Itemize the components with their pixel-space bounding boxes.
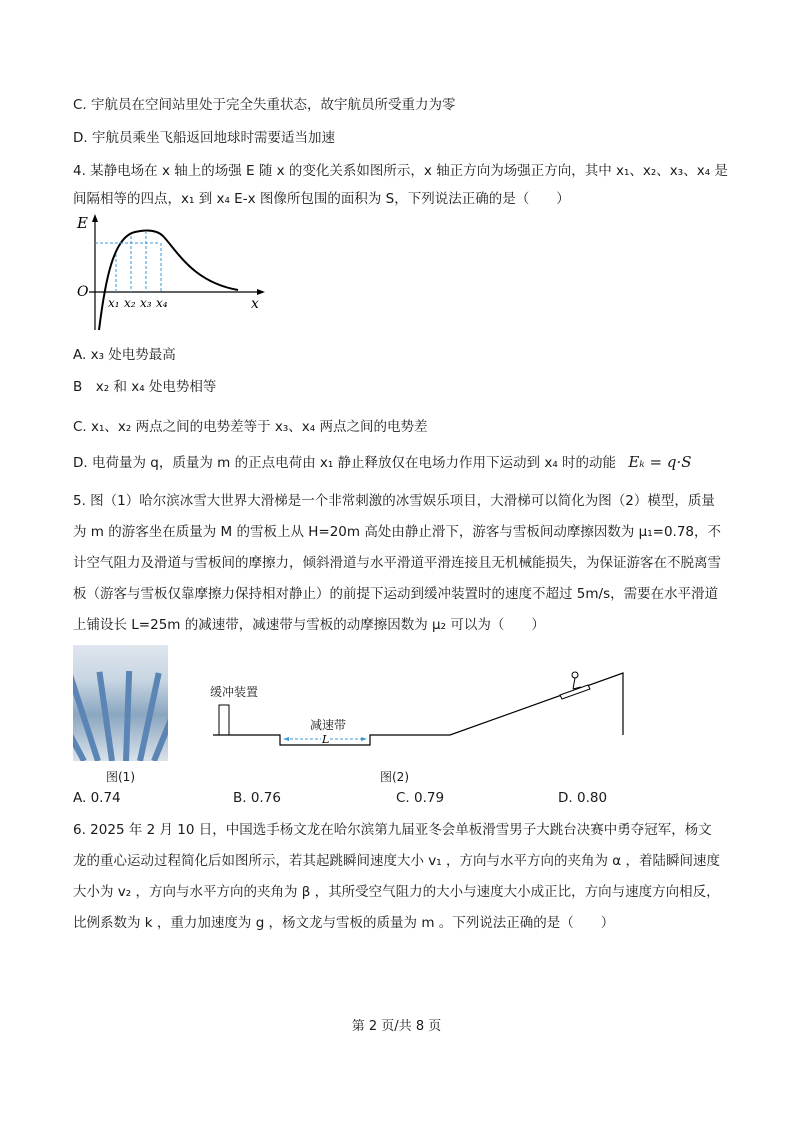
- graph-tick-x3: x₃: [140, 296, 152, 310]
- graph-tick-x1: x₁: [108, 296, 120, 310]
- graph-origin-label: O: [77, 284, 89, 300]
- q5-option-b: B. 0.76: [233, 790, 281, 806]
- q4-option-d: [73, 452, 692, 473]
- figure-2-caption: 图(2): [380, 770, 409, 784]
- q5-option-d: D. 0.80: [558, 790, 608, 806]
- q5-option-c: C. 0.79: [396, 790, 445, 806]
- ice-slide-photo: [73, 645, 168, 761]
- slide-model-diagram: [205, 665, 630, 755]
- graph-y-label: E: [77, 214, 88, 232]
- q5-option-a: A. 0.74: [73, 790, 121, 806]
- question-5: 5. 图（1）哈尔滨冰雪大世界大滑梯是一个非常刺激的冰雪娱乐项目，大滑梯可以简化为图（2）模型，质量为 m 的游客坐在质量为 M 的雪板上从 H=20m 高处由静止滑下，游客与雪板间动摩擦因数为 μ₁=0.78，不计空气阻力及滑道与雪板间的摩擦力，倾斜滑道与水平滑道平滑连接且无机械能损失，为保证游客在不脱离雪板（游客与雪板仅靠摩擦力保持相对静止）的前提下运动到缓冲装置时的速度不超过 5m/s，需要在水平滑道上铺设长 L=25m 的减速带，减速带与雪板的动摩擦因数为 μ₂ 可以为（ ）: [73, 493, 721, 633]
- e-x-graph: [73, 212, 268, 335]
- q4-option-a: A. x₃ 处电势最高: [73, 347, 176, 363]
- skier-icon: [560, 672, 590, 699]
- figure-1-caption: 图(1): [106, 770, 135, 784]
- page-footer: 第 2 页/共 8 页: [351, 1019, 442, 1034]
- graph-tick-x2: x₂: [124, 296, 136, 310]
- belt-length-label: L: [322, 733, 330, 746]
- option-d-q3: D. 宇航员乘坐飞船返回地球时需要适当加速: [73, 130, 335, 146]
- q4-option-b: B x₂ 和 x₄ 处电势相等: [73, 379, 217, 395]
- question-4-line1: 4. 某静电场在 x 轴上的场强 E 随 x 的变化关系如图所示，x 轴正方向为场强正方向，其中 x₁、x₂、x₃、x₄ 是: [73, 163, 728, 179]
- q4-option-d-formula: Eₖ = q·S: [628, 453, 692, 471]
- graph-tick-x4: x₄: [156, 296, 168, 310]
- option-c-q3: C. 宇航员在空间站里处于完全失重状态，故宇航员所受重力为零: [73, 97, 456, 113]
- question-6: 6. 2025 年 2 月 10 日，中国选手杨文龙在哈尔滨第九届亚冬会单板滑雪男子大跳台决赛中勇夺冠军，杨文龙的重心运动过程简化后如图所示，若其起跳瞬间速度大小 v₁ ，方向与水平方向的夹角为 α ，着陆瞬间速度大小为 v₂ ，方向与水平方向的夹角为 β ，其所受空气阻力的大小与速度大小成正比，方向与速度方向相反，比例系数为 k ，重力加速度为 g ，杨文龙与雪板的质量为 m 。下列说法正确的是（ ）: [73, 822, 720, 931]
- buffer-device-label: 缓冲装置: [210, 685, 259, 699]
- question-4-line2: 间隔相等的四点，x₁ 到 x₄ E-x 图像所包围的面积为 S，下列说法正确的是（ ）: [73, 191, 570, 207]
- speed-belt-label: 减速带: [310, 718, 347, 732]
- graph-x-label: x: [251, 296, 259, 312]
- q4-option-c: C. x₁、x₂ 两点之间的电势差等于 x₃、x₄ 两点之间的电势差: [73, 419, 428, 435]
- q4-option-d-text: D. 电荷量为 q，质量为 m 的正点电荷由 x₁ 静止释放仅在电场力作用下运动到 x₄ 时的动能: [73, 455, 617, 471]
